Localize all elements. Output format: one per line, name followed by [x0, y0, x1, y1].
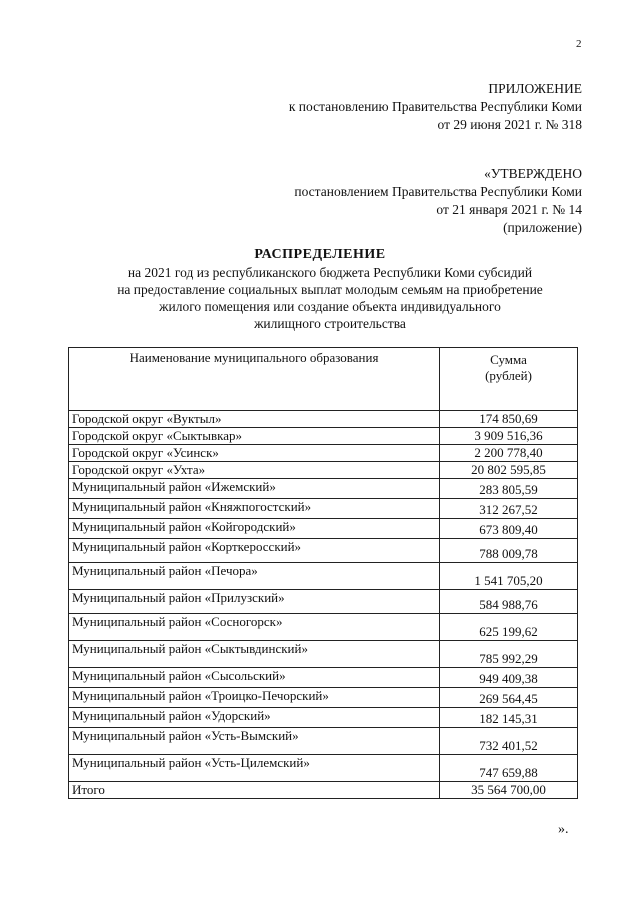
- amount: 3 909 516,36: [440, 428, 578, 445]
- municipality-name: Муниципальный район «Усть-Вымский»: [69, 728, 440, 755]
- table-row: [69, 590, 578, 614]
- header-sum-unit: (рублей): [485, 368, 532, 383]
- amount: 283 805,59: [440, 479, 578, 499]
- document-title: РАСПРЕДЕЛЕНИЕ: [254, 247, 386, 262]
- table-row: [69, 688, 578, 708]
- amount: 785 992,29: [440, 641, 578, 668]
- amount: 1 541 705,20: [440, 563, 578, 590]
- amount: 312 267,52: [440, 499, 578, 519]
- header-sum-label: Сумма: [490, 352, 527, 367]
- document-subtitle: [70, 264, 590, 332]
- table-header-row: [69, 348, 578, 411]
- municipality-name: Муниципальный район «Корткеросский»: [69, 539, 440, 563]
- appendix-resolution: к постановлению Правительства Республики Коми: [288, 99, 582, 114]
- municipality-name: Городской округ «Вуктыл»: [69, 411, 440, 428]
- subtitle-line: жилищного строительства: [254, 316, 406, 331]
- table-row: [69, 614, 578, 641]
- municipality-name: Городской округ «Усинск»: [69, 445, 440, 462]
- approved-note: (приложение): [503, 220, 582, 235]
- table-row: [69, 519, 578, 539]
- approved-header: [294, 165, 582, 237]
- amount: 20 802 595,85: [440, 462, 578, 479]
- total-amount: 35 564 700,00: [440, 782, 578, 799]
- municipality-name: Муниципальный район «Удорский»: [69, 708, 440, 728]
- amount: 625 199,62: [440, 614, 578, 641]
- page-number: 2: [576, 38, 582, 50]
- municipality-name: Городской округ «Ухта»: [69, 462, 440, 479]
- approved-title: «УТВЕРЖДЕНО: [484, 166, 582, 181]
- amount: 2 200 778,40: [440, 445, 578, 462]
- municipality-name: Муниципальный район «Княжпогостский»: [69, 499, 440, 519]
- municipality-name: Муниципальный район «Троицко-Печорский»: [69, 688, 440, 708]
- subtitle-line: жилого помещения или создание объекта индивидуального: [159, 299, 501, 314]
- closing-quote: ».: [558, 822, 569, 837]
- appendix-title: ПРИЛОЖЕНИЕ: [488, 81, 582, 96]
- total-label: Итого: [69, 782, 440, 799]
- municipality-name: Муниципальный район «Усть-Цилемский»: [69, 755, 440, 782]
- table-row: [69, 445, 578, 462]
- municipality-name: Муниципальный район «Прилузский»: [69, 590, 440, 614]
- table-row: [69, 411, 578, 428]
- table-row: [69, 499, 578, 519]
- amount: 174 850,69: [440, 411, 578, 428]
- amount: 732 401,52: [440, 728, 578, 755]
- municipality-name: Муниципальный район «Сыктывдинский»: [69, 641, 440, 668]
- subtitle-line: на 2021 год из республиканского бюджета Республики Коми субсидий: [127, 265, 533, 280]
- table-total-row: [69, 782, 578, 799]
- amount: 788 009,78: [440, 539, 578, 563]
- municipality-name: Муниципальный район «Ижемский»: [69, 479, 440, 499]
- approved-date: от 21 января 2021 г. № 14: [436, 202, 582, 217]
- table-row: [69, 428, 578, 445]
- header-sum: [440, 348, 578, 411]
- table-row: [69, 668, 578, 688]
- distribution-table: [68, 347, 578, 799]
- table-row: [69, 708, 578, 728]
- approved-resolution: постановлением Правительства Республики Коми: [294, 184, 582, 199]
- subtitle-line: на предоставление социальных выплат молодым семьям на приобретение: [117, 282, 543, 297]
- amount: 584 988,76: [440, 590, 578, 614]
- amount: 269 564,45: [440, 688, 578, 708]
- amount: 949 409,38: [440, 668, 578, 688]
- municipality-name: Муниципальный район «Печора»: [69, 563, 440, 590]
- appendix-date: от 29 июня 2021 г. № 318: [437, 117, 582, 132]
- table-row: [69, 539, 578, 563]
- municipality-name: Муниципальный район «Сысольский»: [69, 668, 440, 688]
- amount: 182 145,31: [440, 708, 578, 728]
- appendix-header: [289, 80, 582, 134]
- table-row: [69, 563, 578, 590]
- municipality-name: Муниципальный район «Койгородский»: [69, 519, 440, 539]
- table-row: [69, 479, 578, 499]
- amount: 673 809,40: [440, 519, 578, 539]
- municipality-name: Городской округ «Сыктывкар»: [69, 428, 440, 445]
- municipality-name: Муниципальный район «Сосногорск»: [69, 614, 440, 641]
- table-row: [69, 462, 578, 479]
- table-row: [69, 728, 578, 755]
- table-row: [69, 641, 578, 668]
- amount: 747 659,88: [440, 755, 578, 782]
- header-name: Наименование муниципального образования: [69, 348, 440, 411]
- table-row: [69, 755, 578, 782]
